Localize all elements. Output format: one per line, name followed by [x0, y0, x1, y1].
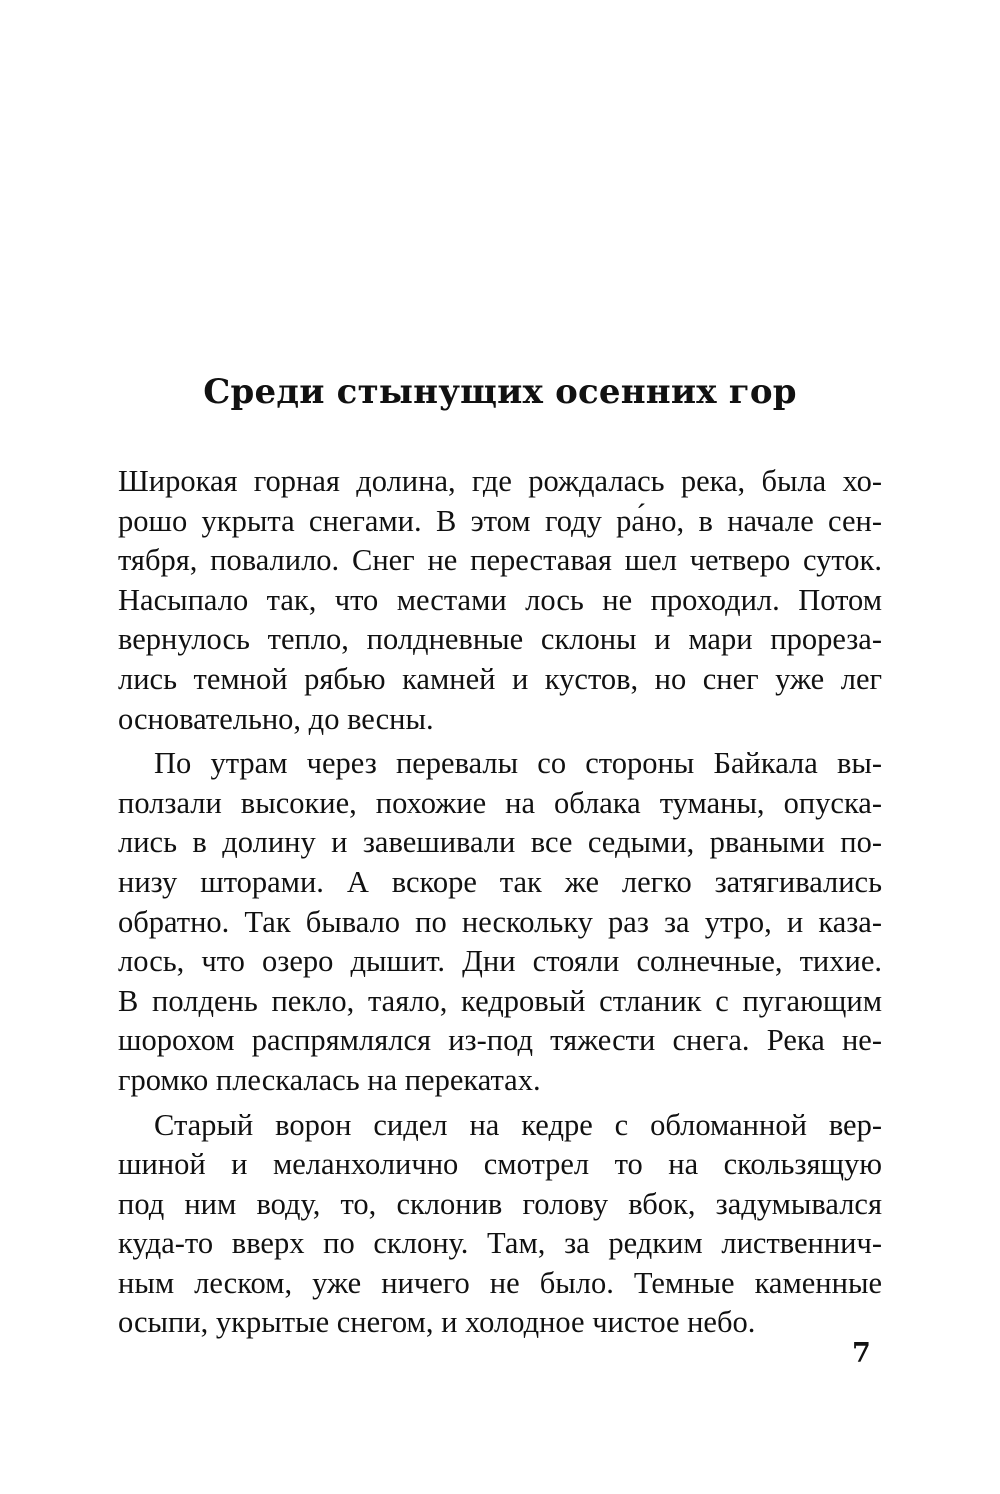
text-line: По утрам через перевалы со стороны Байкала вы-: [154, 746, 882, 781]
text-line: низу шторами. А вскоре так же легко затягивались: [118, 864, 882, 899]
paragraph-3: [118, 1106, 882, 1344]
text-line: шиной и меланхолично смотрел то на скользящую: [118, 1147, 882, 1182]
text-line: ным леском, уже ничего не было. Темные каменные: [118, 1265, 882, 1300]
text-line: громко плескалась на перекатах.: [118, 1062, 541, 1097]
text-line: шорохом распрямлялся из-под тяжести снега. Река не-: [118, 1023, 882, 1058]
text-line: куда-то вверх по склону. Там, за редким лиственнич-: [118, 1226, 882, 1261]
body-text: [118, 462, 882, 1348]
text-line: Насыпало так, что местами лось не проходил. Потом: [118, 582, 882, 617]
text-line: под ним воду, то, склонив голову вбок, задумывался: [118, 1186, 882, 1221]
paragraph-1: [118, 462, 882, 739]
text-line: лись темной рябью камней и кустов, но снег уже лег: [118, 661, 882, 696]
text-line: лось, что озеро дышит. Дни стояли солнечные, тихие.: [118, 944, 882, 979]
paragraph-2: [118, 744, 882, 1100]
text-line: основательно, до весны.: [118, 701, 434, 736]
text-line: лись в долину и завешивали все седыми, рваными по-: [118, 825, 882, 860]
text-line: ползали высокие, похожие на облака туманы, опуска-: [118, 785, 882, 820]
page-number: 7: [852, 1338, 871, 1369]
chapter-title: Среди стынущих осенних гор: [203, 372, 797, 412]
text-line: обратно. Так бывало по нескольку раз за утро, и каза-: [118, 904, 882, 939]
text-line: рошо укрыта снегами. В этом году ра́но, в начале сен-: [118, 503, 882, 538]
text-line: осыпи, укрытые снегом, и холодное чистое небо.: [118, 1305, 756, 1340]
text-line: Старый ворон сидел на кедре с обломанной вер-: [154, 1107, 882, 1142]
text-line: Широкая горная долина, где рождалась река, была хо-: [118, 464, 882, 498]
text-line: В полдень пекло, таяло, кедровый стланик с пугающим: [118, 983, 882, 1018]
text-line: вернулось тепло, полдневные склоны и мари прореза-: [118, 622, 882, 657]
text-line: тября, повалило. Снег не переставая шел четверо суток.: [118, 543, 882, 578]
